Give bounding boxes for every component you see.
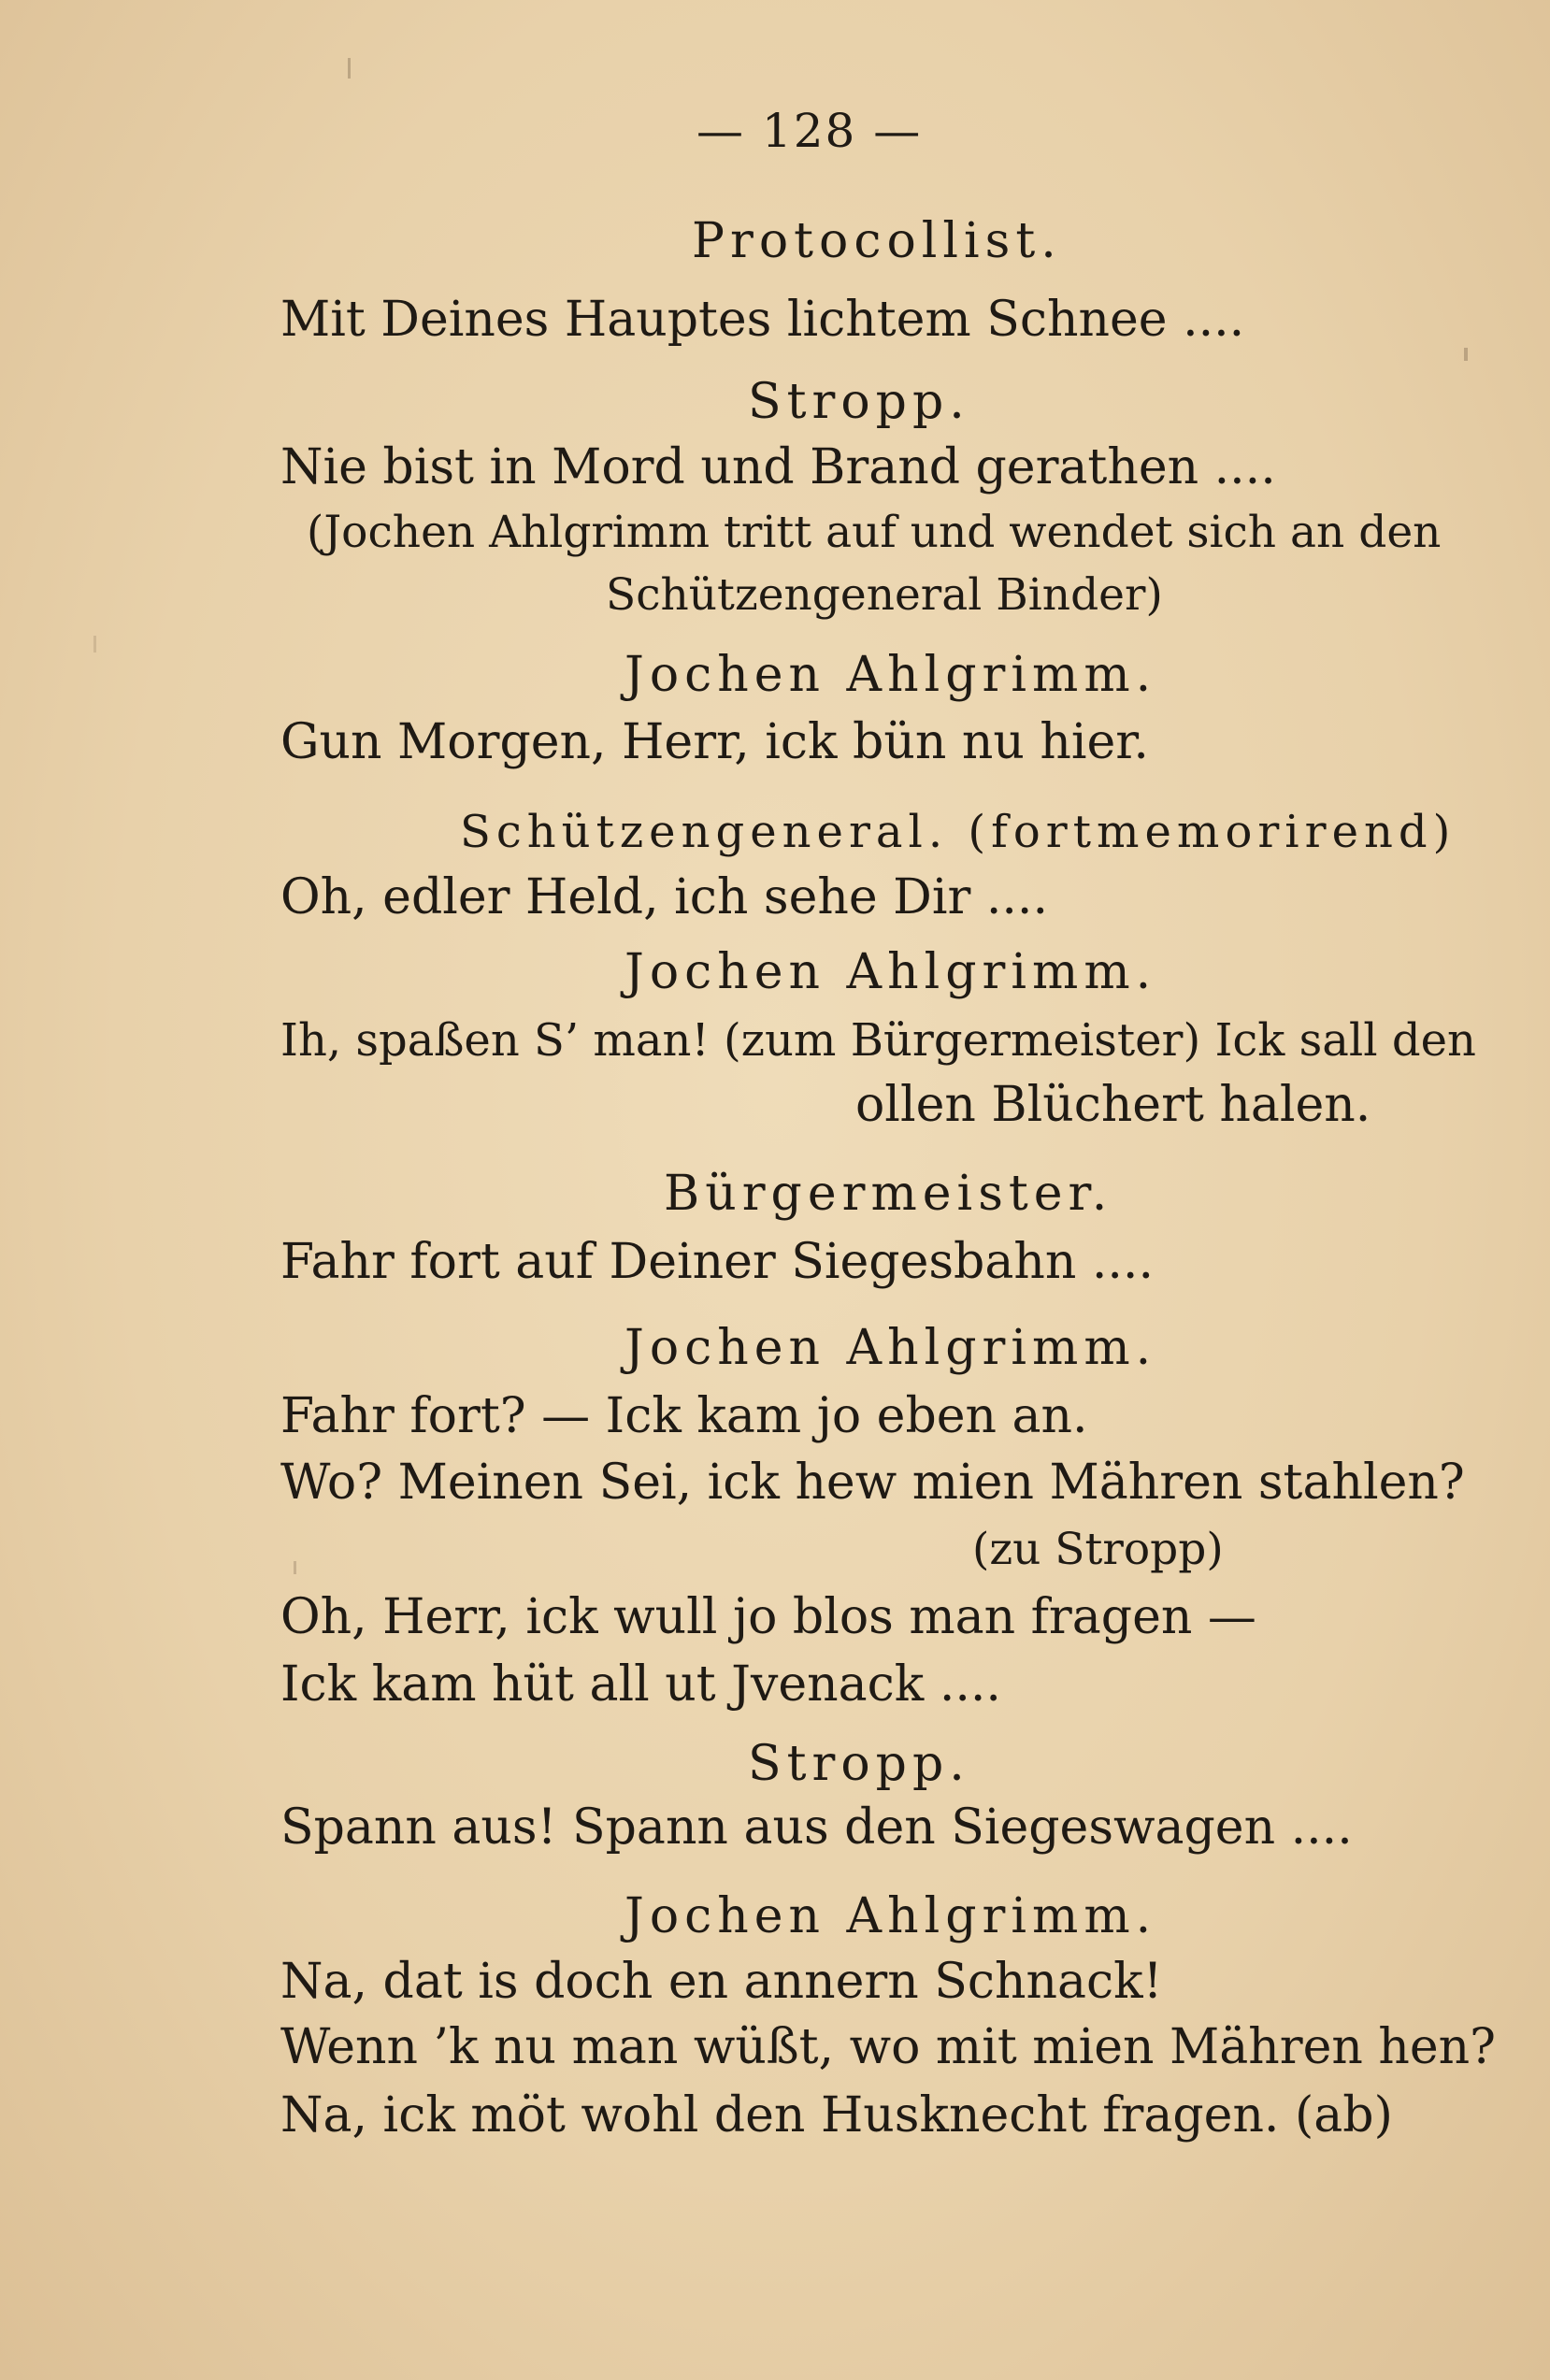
verse-line: Wenn ’k nu man wüßt, wo mit mien Mähren hen? [280,2019,1497,2075]
paper-speck [348,58,351,79]
speaker-label: Jochen Ahlgrimm. [624,944,1157,1000]
verse-line: Oh, Herr, ick wull jo blos man fragen — [280,1589,1256,1645]
verse-line: Ick kam hüt all ut Jvenack .... [280,1656,1001,1713]
speaker-label: Protocollist. [692,213,1062,269]
speaker-label: Stropp. [748,1736,970,1792]
speaker-label: Jochen Ahlgrimm. [624,1888,1157,1944]
verse-line: Ih, spaßen S’ man! (zum Bürgermeister) Ick sall den [280,1014,1476,1067]
speaker-label: Jochen Ahlgrimm. [624,1320,1157,1376]
paper-speck [93,636,96,652]
verse-line: Gun Morgen, Herr, ick bün nu hier. [280,714,1149,770]
verse-line: Na, dat is doch en annern Schnack! [280,1954,1163,2010]
verse-line: Oh, edler Held, ich sehe Dir .... [280,869,1048,925]
verse-line: ollen Blüchert halen. [855,1077,1371,1133]
verse-line: Wo? Meinen Sei, ick hew mien Mähren stahlen? [280,1455,1465,1511]
page-number: — 128 — [696,104,923,158]
speaker-label: Jochen Ahlgrimm. [624,647,1157,703]
verse-line: Na, ick möt wohl den Husknecht fragen. (ab) [280,2087,1393,2143]
verse-line: Fahr fort? — Ick kam jo eben an. [280,1388,1088,1444]
speaker-label: Schützengeneral. (fortmemorirend) [460,806,1457,858]
verse-line: Mit Deines Hauptes lichtem Schnee .... [280,292,1245,348]
speaker-label: Stropp. [748,374,970,430]
stage-direction: (Jochen Ahlgrimm tritt auf und wendet sich an den [307,507,1442,558]
stage-direction: Schützengeneral Binder) [606,569,1163,621]
stage-direction: (zu Stropp) [972,1524,1224,1575]
paper-speck [294,1561,296,1574]
speaker-label: Bürgermeister. [664,1166,1113,1222]
verse-line: Nie bist in Mord und Brand gerathen .... [280,439,1276,495]
paper-speck [1464,348,1468,361]
verse-line: Fahr fort auf Deiner Siegesbahn .... [280,1234,1154,1290]
verse-line: Spann aus! Spann aus den Siegeswagen .... [280,1799,1353,1856]
